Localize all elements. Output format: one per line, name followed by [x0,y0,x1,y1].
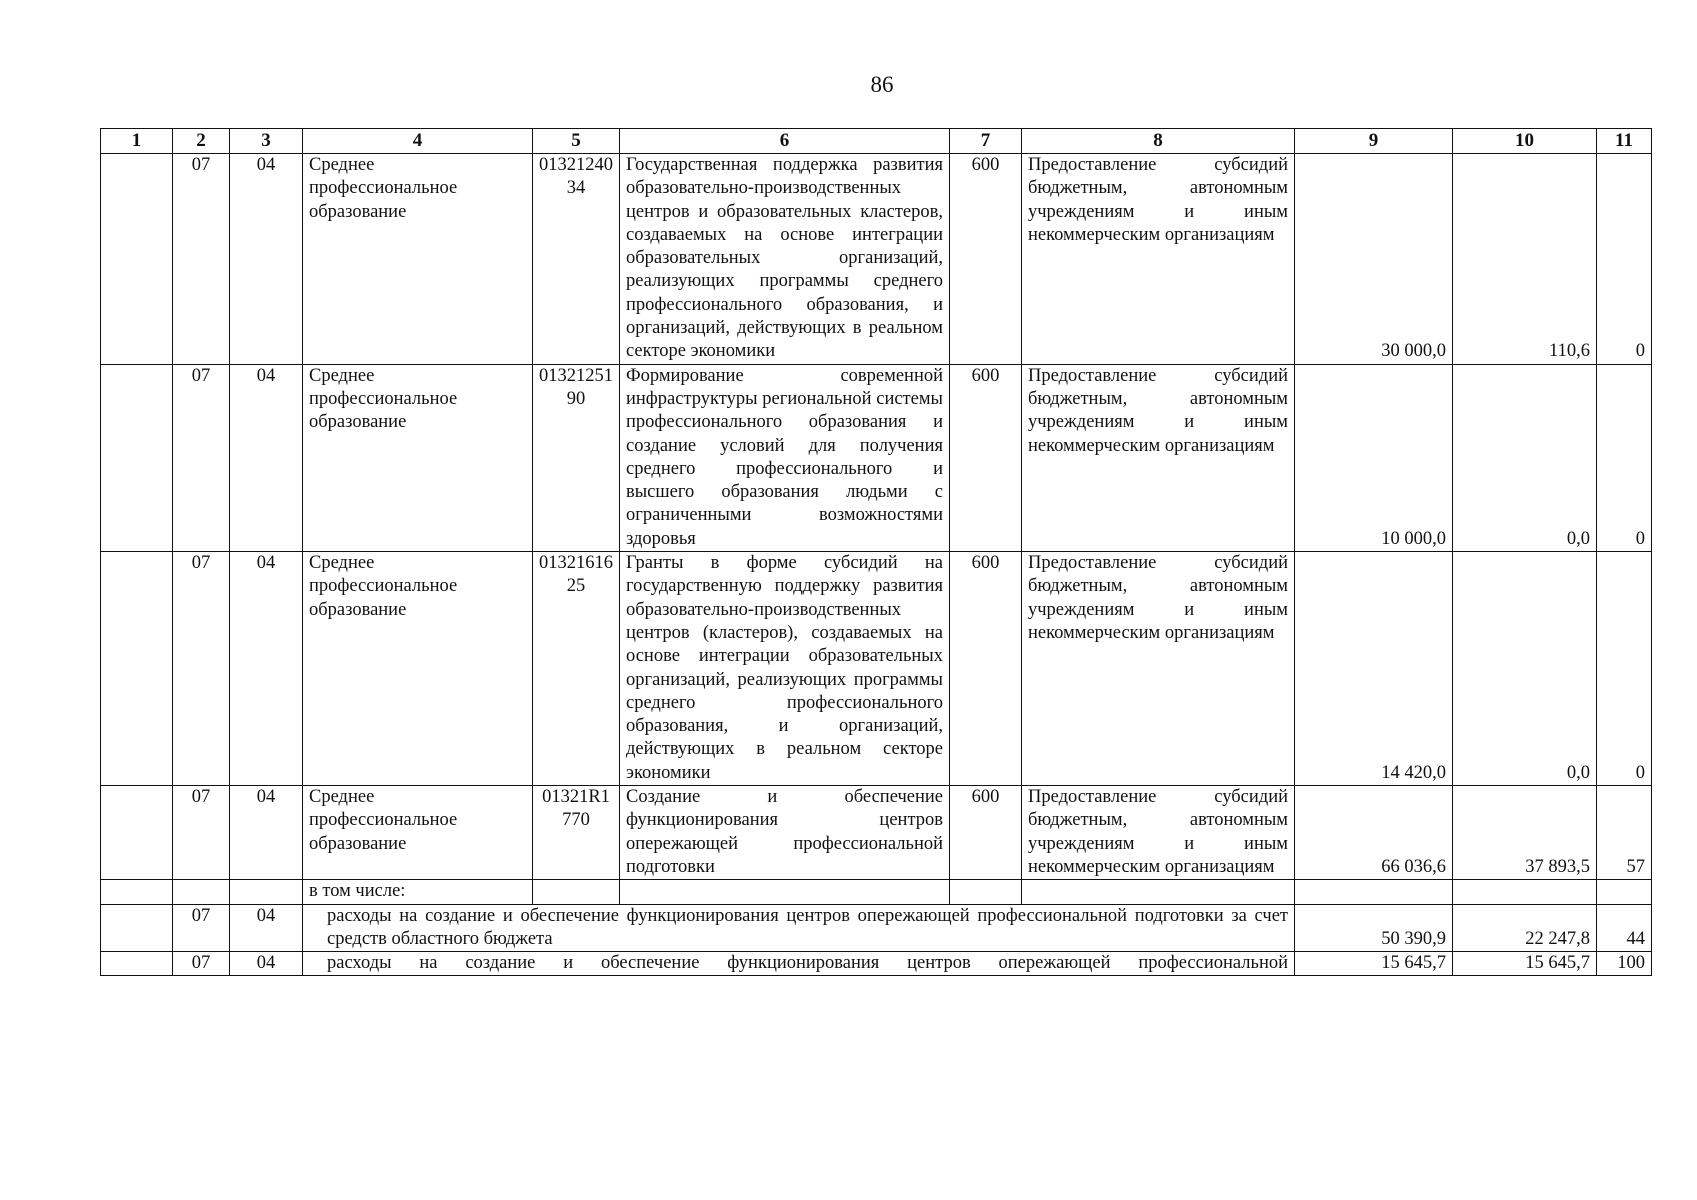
cell-section-name: Среднее профессиональное образование [303,154,533,365]
cell-planned-amount: 30 000,0 [1295,154,1453,365]
including-label: в том числе: [303,880,533,904]
col-header-3: 3 [230,129,303,154]
table-row [101,552,1652,786]
col-header-11: 11 [1597,129,1652,154]
cell-target-code: 0132161625 [533,552,620,786]
col-header-10: 10 [1453,129,1597,154]
header-row [101,129,1652,154]
cell-target-name: Гранты в форме субсидий на государственную поддержку развития образовательно-производственных центров (кластеров), создаваемых на основе интеграции образовательных организаций, реализующих программы среднего профессионального образования, и организаций, действующих в реальном секторе экономики [620,552,950,786]
cell-expense-type-code: 600 [950,364,1022,551]
cell-percent: 0 [1597,364,1652,551]
empty-cell [173,880,230,904]
budget-table [100,128,1652,976]
col-header-1: 1 [101,129,173,154]
cell-target-name: Формирование современной инфраструктуры региональной системы профессионального образования и создание условий для получения среднего профессионального и высшего образования людьми с ограниченными возможностями здоровья [620,364,950,551]
cell-subsection: 04 [230,952,303,976]
empty-cell [1597,880,1652,904]
col-header-2: 2 [173,129,230,154]
cell-executed-amount: 15 645,7 [1453,952,1597,976]
cell-subsection: 04 [230,786,303,880]
cell-target-code: 0132125190 [533,364,620,551]
cell-c1 [101,364,173,551]
cell-expense-type-code: 600 [950,552,1022,786]
cell-expense-type-code: 600 [950,786,1022,880]
cell-section-name: Среднее профессиональное образование [303,364,533,551]
cell-expense-type-name: Предоставление субсидий бюджетным, автономным учреждениям и иным некоммерческим организациям [1022,786,1295,880]
empty-cell [1453,880,1597,904]
empty-cell [620,880,950,904]
cell-target-code: 01321R1770 [533,786,620,880]
cell-subsection: 04 [230,904,303,952]
cell-section: 07 [173,154,230,365]
cell-executed-amount: 110,6 [1453,154,1597,365]
cell-subsection: 04 [230,154,303,365]
cell-section: 07 [173,904,230,952]
cell-c1 [101,552,173,786]
empty-cell [1022,880,1295,904]
cell-executed-amount: 22 247,8 [1453,904,1597,952]
col-header-8: 8 [1022,129,1295,154]
including-row [101,880,1652,904]
cell-percent: 44 [1597,904,1652,952]
sub-row [101,952,1652,976]
cell-target-name: Государственная поддержка развития образовательно-производственных центров и образовательных кластеров, создаваемых на основе интеграции образовательных организаций, реализующих программы среднего профессионального образования, и организаций, действующих в реальном секторе экономики [620,154,950,365]
cell-target-code: 0132124034 [533,154,620,365]
table-row [101,786,1652,880]
empty-cell [101,880,173,904]
cell-percent: 57 [1597,786,1652,880]
empty-cell [533,880,620,904]
cell-expense-type-name: Предоставление субсидий бюджетным, автономным учреждениям и иным некоммерческим организациям [1022,364,1295,551]
cell-percent: 0 [1597,552,1652,786]
empty-cell [950,880,1022,904]
cell-planned-amount: 15 645,7 [1295,952,1453,976]
cell-executed-amount: 0,0 [1453,364,1597,551]
sub-row-description: расходы на создание и обеспечение функционирования центров опережающей профессиональной подготовки за счет средств областного бюджета [303,904,1295,952]
cell-section-name: Среднее профессиональное образование [303,786,533,880]
cell-percent: 0 [1597,154,1652,365]
table-row [101,154,1652,365]
cell-executed-amount: 0,0 [1453,552,1597,786]
cell-c1 [101,154,173,365]
sub-row-description: расходы на создание и обеспечение функционирования центров опережающей профессиональной [303,952,1295,976]
col-header-5: 5 [533,129,620,154]
empty-cell [1295,880,1453,904]
empty-cell [101,904,173,952]
cell-target-name: Создание и обеспечение функционирования центров опережающей профессиональной подготовки [620,786,950,880]
page-number: 86 [870,72,894,97]
cell-percent: 100 [1597,952,1652,976]
col-header-9: 9 [1295,129,1453,154]
empty-cell [230,880,303,904]
cell-section: 07 [173,552,230,786]
table-row [101,364,1652,551]
col-header-4: 4 [303,129,533,154]
cell-c1 [101,786,173,880]
col-header-7: 7 [950,129,1022,154]
cell-subsection: 04 [230,552,303,786]
cell-planned-amount: 50 390,9 [1295,904,1453,952]
cell-expense-type-code: 600 [950,154,1022,365]
cell-subsection: 04 [230,364,303,551]
cell-planned-amount: 10 000,0 [1295,364,1453,551]
cell-executed-amount: 37 893,5 [1453,786,1597,880]
cell-section: 07 [173,952,230,976]
cell-section-name: Среднее профессиональное образование [303,552,533,786]
cell-section: 07 [173,364,230,551]
cell-section: 07 [173,786,230,880]
cell-planned-amount: 66 036,6 [1295,786,1453,880]
cell-expense-type-name: Предоставление субсидий бюджетным, автономным учреждениям и иным некоммерческим организациям [1022,552,1295,786]
cell-planned-amount: 14 420,0 [1295,552,1453,786]
sub-row [101,904,1652,952]
empty-cell [101,952,173,976]
col-header-6: 6 [620,129,950,154]
cell-expense-type-name: Предоставление субсидий бюджетным, автономным учреждениям и иным некоммерческим организациям [1022,154,1295,365]
